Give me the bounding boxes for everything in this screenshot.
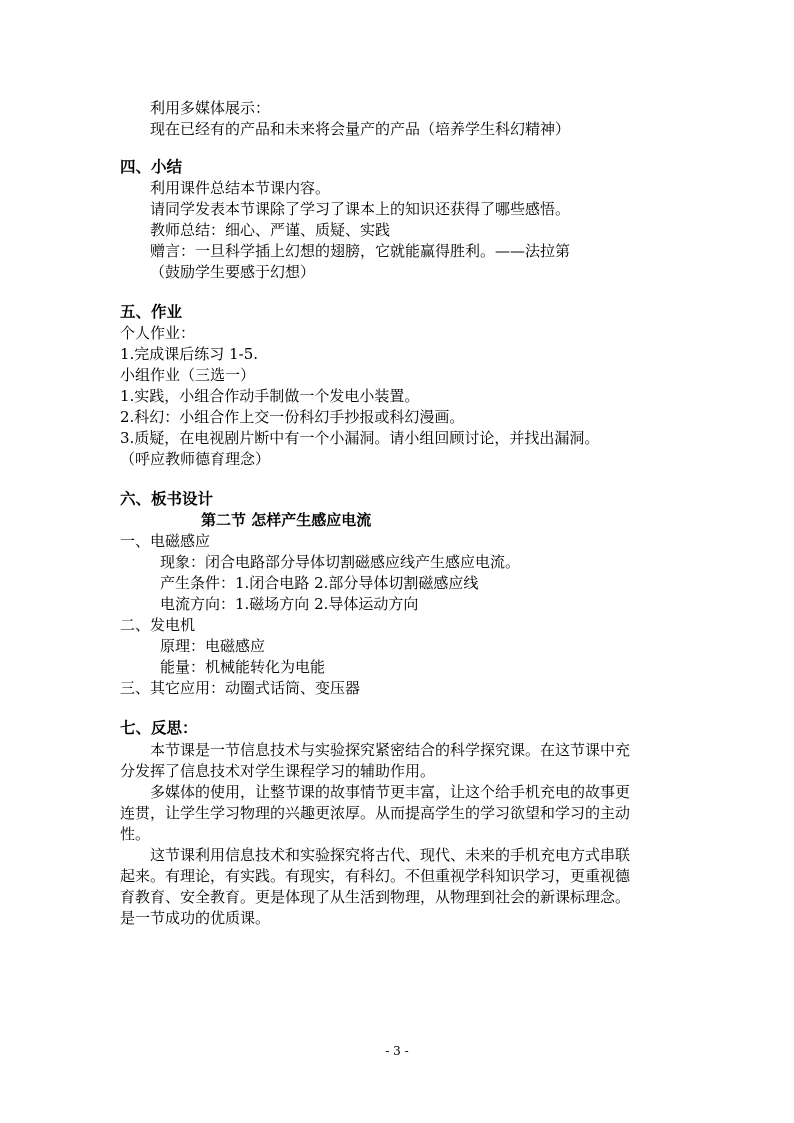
homework-line-4: 1.实践，小组合作动手制做一个发电小装置。 xyxy=(120,387,420,405)
summary-heading: 四、小结 xyxy=(120,157,183,176)
homework-line-5: 2.科幻：小组合作上交一份科幻手抄报或科幻漫画。 xyxy=(120,408,465,426)
board-line-5: 二、发电机 xyxy=(120,616,196,634)
reflection-line-1: 本节课是一节信息技术与实验探究紧密结合的科学探究课。在这节课中充 xyxy=(150,741,631,759)
summary-line-1: 利用课件总结本节课内容。 xyxy=(150,179,331,197)
homework-line-6: 3.质疑，在电视剧片断中有一个小漏洞。请小组回顾讨论，并找出漏洞。 xyxy=(120,429,600,447)
board-heading: 六、板书设计 xyxy=(120,489,214,508)
reflection-line-7: 起来。有理论，有实践。有现实，有科幻。不但重视学科知识学习，更重视德 xyxy=(120,867,631,885)
summary-line-5: （鼓励学生要感于幻想） xyxy=(150,263,316,281)
multimedia-line-2: 现在已经有的产品和未来将会量产的产品（培养学生科幻精神） xyxy=(150,120,571,138)
reflection-heading: 七、反思： xyxy=(120,718,198,737)
board-title: 第二节 怎样产生感应电流 xyxy=(201,511,372,529)
board-line-6: 原理：电磁感应 xyxy=(160,637,266,655)
homework-line-7: （呼应教师德育理念） xyxy=(120,450,271,468)
summary-line-2: 请同学发表本节课除了学习了课本上的知识还获得了哪些感悟。 xyxy=(150,200,571,218)
summary-line-4: 赠言：一旦科学插上幻想的翅膀，它就能赢得胜利。——法拉第 xyxy=(150,242,571,260)
board-line-8: 三、其它应用：动圈式话筒、变压器 xyxy=(120,679,361,697)
board-line-4: 电流方向：1.磁场方向 2.导体运动方向 xyxy=(160,595,419,613)
board-line-7: 能量：机械能转化为电能 xyxy=(160,658,326,676)
board-line-3: 产生条件：1.闭合电路 2.部分导体切割磁感应线 xyxy=(160,574,479,592)
homework-heading: 五、作业 xyxy=(120,302,183,321)
summary-line-3: 教师总结：细心、严谨、质疑、实践 xyxy=(150,221,391,239)
reflection-line-8: 育教育、安全教育。更是体现了从生活到物理，从物理到社会的新课标理念。 xyxy=(120,888,631,906)
reflection-line-3: 多媒体的使用，让整节课的故事情节更丰富，让这个给手机充电的故事更 xyxy=(150,783,631,801)
homework-line-2: 1.完成课后练习 1-5. xyxy=(120,345,259,363)
reflection-line-9: 是一节成功的优质课。 xyxy=(120,909,271,927)
reflection-line-2: 分发挥了信息技术对学生课程学习的辅助作用。 xyxy=(120,762,436,780)
homework-line-1: 个人作业： xyxy=(120,324,196,342)
reflection-line-4: 连贯，让学生学习物理的兴趣更浓厚。从而提高学生的学习欲望和学习的主动 xyxy=(120,804,631,822)
homework-line-3: 小组作业（三选一） xyxy=(120,366,256,384)
page-number: - 3 - xyxy=(385,1044,409,1058)
multimedia-line-1: 利用多媒体展示： xyxy=(150,99,271,117)
board-line-1: 一、电磁感应 xyxy=(120,532,211,550)
board-line-2: 现象：闭合电路部分导体切割磁感应线产生感应电流。 xyxy=(160,553,521,571)
reflection-line-5: 性。 xyxy=(120,825,151,843)
reflection-line-6: 这节课利用信息技术和实验探究将古代、现代、未来的手机充电方式串联 xyxy=(150,846,631,864)
